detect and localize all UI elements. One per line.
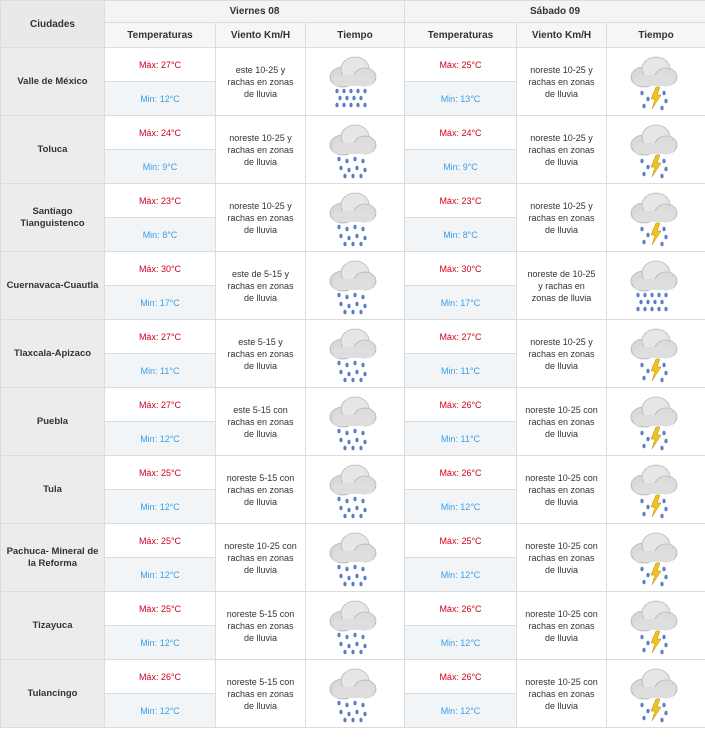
max-temp: Máx: 26°C [405,592,517,626]
min-temp: Min: 11°C [405,354,517,388]
max-temp: Máx: 25°C [105,456,216,490]
weather-cell [607,116,705,184]
min-temp: Min: 12°C [405,558,517,592]
weather-cell [306,524,405,592]
header-wind-1: Viento Km/H [216,23,306,48]
heavy-rain-icon [306,53,404,111]
max-temp: Máx: 30°C [405,252,517,286]
storm-icon [607,461,705,519]
weather-cell [607,660,705,728]
table-row [1,524,705,558]
city-name: Cuernavaca-Cuautla [1,252,105,320]
wind-text: noreste 10-25 con rachas en zonas de lluvia [517,592,607,660]
min-temp: Min: 11°C [405,422,517,456]
max-temp: Máx: 26°C [405,456,517,490]
rain-icon [306,325,404,383]
wind-text: noreste 10-25 y rachas en zonas de lluvia [517,184,607,252]
storm-icon [607,53,705,111]
city-name: Puebla [1,388,105,456]
weather-cell [306,320,405,388]
weather-cell [306,48,405,116]
min-temp: Min: 8°C [405,218,517,252]
max-temp: Máx: 27°C [105,48,216,82]
min-temp: Min: 9°C [105,150,216,184]
max-temp: Máx: 23°C [405,184,517,218]
max-temp: Máx: 24°C [105,116,216,150]
header-cities: Ciudades [1,1,105,48]
city-name: Tula [1,456,105,524]
storm-icon [607,189,705,247]
header-wind-2: Viento Km/H [517,23,607,48]
max-temp: Máx: 25°C [405,524,517,558]
storm-icon [607,325,705,383]
weather-cell [607,524,705,592]
max-temp: Máx: 27°C [405,320,517,354]
storm-icon [607,121,705,179]
max-temp: Máx: 30°C [105,252,216,286]
table-row [1,252,705,286]
max-temp: Máx: 26°C [405,660,517,694]
header-day-2: Sábado 09 [405,1,705,23]
weather-cell [607,456,705,524]
wind-text: noreste 5-15 con rachas en zonas de lluvia [216,456,306,524]
city-name: Santiago Tianguistenco [1,184,105,252]
city-name: Tlaxcala-Apizaco [1,320,105,388]
max-temp: Máx: 27°C [105,320,216,354]
min-temp: Min: 17°C [105,286,216,320]
max-temp: Máx: 26°C [405,388,517,422]
wind-text: noreste 10-25 con rachas en zonas de lluvia [216,524,306,592]
rain-icon [306,665,404,723]
rain-icon [306,393,404,451]
max-temp: Máx: 24°C [405,116,517,150]
wind-text: noreste 10-25 y rachas en zonas de lluvia [216,116,306,184]
wind-text: noreste 10-25 y rachas en zonas de lluvia [517,320,607,388]
wind-text: este de 5-15 y rachas en zonas de lluvia [216,252,306,320]
table-row [1,456,705,490]
table-row [1,660,705,694]
wind-text: este 10-25 y rachas en zonas de lluvia [216,48,306,116]
header-day-1: Viernes 08 [105,1,405,23]
city-name: Pachuca- Mineral de la Reforma [1,524,105,592]
min-temp: Min: 12°C [105,694,216,728]
wind-text: noreste 10-25 con rachas en zonas de lluvia [517,524,607,592]
table-row [1,388,705,422]
weather-cell [306,388,405,456]
min-temp: Min: 9°C [405,150,517,184]
max-temp: Máx: 25°C [405,48,517,82]
table-row [1,592,705,626]
city-name: Toluca [1,116,105,184]
weather-cell [607,252,705,320]
header-temperatures-2: Temperaturas [405,23,517,48]
header-weather-1: Tiempo [306,23,405,48]
forecast-rows [1,48,705,728]
wind-text: noreste de 10-25 y rachas en zonas de lluvia [517,252,607,320]
wind-text: noreste 10-25 y rachas en zonas de lluvia [517,48,607,116]
rain-icon [306,189,404,247]
header-weather-2: Tiempo [607,23,705,48]
city-name: Tizayuca [1,592,105,660]
storm-icon [607,393,705,451]
storm-icon [607,529,705,587]
min-temp: Min: 17°C [405,286,517,320]
min-temp: Min: 12°C [105,422,216,456]
wind-text: noreste 10-25 con rachas en zonas de lluvia [517,456,607,524]
min-temp: Min: 12°C [105,626,216,660]
max-temp: Máx: 26°C [105,660,216,694]
weather-cell [306,660,405,728]
storm-icon [607,597,705,655]
heavy-rain-icon [607,257,705,315]
weather-cell [607,320,705,388]
wind-text: noreste 10-25 con rachas en zonas de lluvia [517,388,607,456]
rain-icon [306,597,404,655]
max-temp: Máx: 25°C [105,524,216,558]
wind-text: noreste 5-15 con rachas en zonas de lluvia [216,660,306,728]
min-temp: Min: 12°C [405,490,517,524]
table-row [1,320,705,354]
weather-cell [306,252,405,320]
min-temp: Min: 12°C [405,694,517,728]
min-temp: Min: 12°C [105,490,216,524]
min-temp: Min: 11°C [105,354,216,388]
rain-icon [306,257,404,315]
wind-text: noreste 5-15 con rachas en zonas de lluvia [216,592,306,660]
max-temp: Máx: 25°C [105,592,216,626]
wind-text: este 5-15 y rachas en zonas de lluvia [216,320,306,388]
min-temp: Min: 8°C [105,218,216,252]
weather-cell [607,48,705,116]
weather-cell [306,116,405,184]
header-temperatures-1: Temperaturas [105,23,216,48]
table-row [1,184,705,218]
rain-icon [306,461,404,519]
city-name: Tulancingo [1,660,105,728]
min-temp: Min: 12°C [405,626,517,660]
wind-text: noreste 10-25 y rachas en zonas de lluvia [216,184,306,252]
weather-cell [607,388,705,456]
city-name: Valle de México [1,48,105,116]
weather-cell [306,184,405,252]
wind-text: este 5-15 con rachas en zonas de lluvia [216,388,306,456]
table-row [1,116,705,150]
min-temp: Min: 12°C [105,82,216,116]
rain-icon [306,529,404,587]
max-temp: Máx: 27°C [105,388,216,422]
weather-cell [607,184,705,252]
weather-cell [306,456,405,524]
wind-text: noreste 10-25 con rachas en zonas de lluvia [517,660,607,728]
table-row [1,48,705,82]
weather-cell [306,592,405,660]
weather-cell [607,592,705,660]
min-temp: Min: 12°C [105,558,216,592]
min-temp: Min: 13°C [405,82,517,116]
storm-icon [607,665,705,723]
rain-icon [306,121,404,179]
max-temp: Máx: 23°C [105,184,216,218]
wind-text: noreste 10-25 y rachas en zonas de lluvia [517,116,607,184]
